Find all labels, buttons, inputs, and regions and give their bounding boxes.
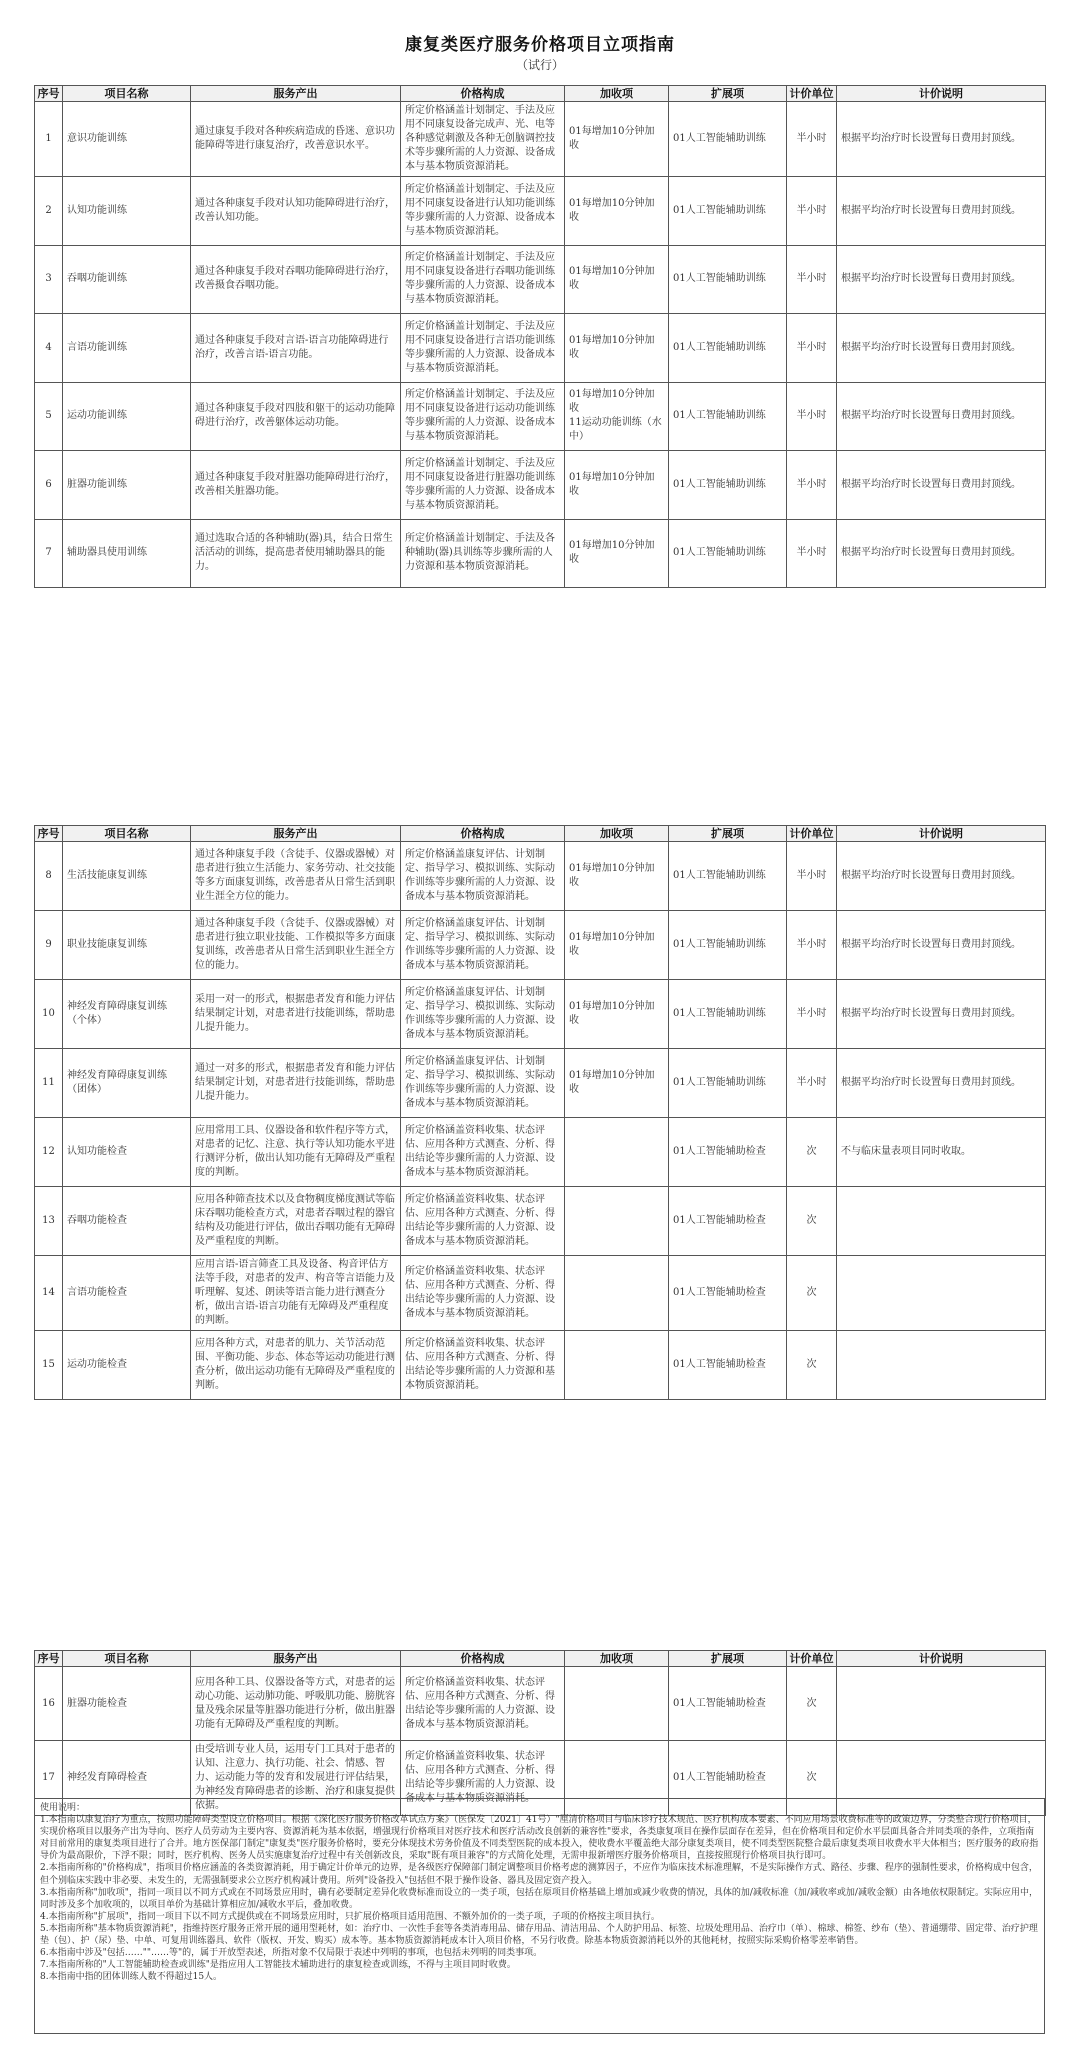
cell-extension: 01人工智能辅助训练 [669, 382, 787, 451]
usage-note-item: 5.本指南所称"基本物质资源消耗"，指维持医疗服务正常开展的通用型耗材，如：治疗巾、一次性手套等各类消毒用品、储存用品、清洁用品、个人防护用品、标签、垃圾处理用品、治疗巾（单）、棉球、棉签、纱布（垫）、普通绷带、固定带、治疗护理垫（包）、护（尿）垫、中单、可复用训练器具、软件（版权、开发、购买）成本等。基本物质资源消耗成本计入项目价格，不另行收费。除基本物质资源消耗以外的其他耗材，按照实际采购价格零差率销售。 [40, 1923, 1038, 1947]
cell-addon [565, 1187, 669, 1256]
cell-addon: 01每增加10分钟加收 [565, 911, 669, 980]
cell-index: 11 [35, 1049, 63, 1118]
cell-name: 言语功能训练 [63, 314, 191, 383]
cell-output: 应用言语-语言筛查工具及设备、构音评估方法等手段，对患者的发声、构音等言语能力及听理解、复述、朗读等语言能力进行测查分析，做出言语-语言功能有无障碍及严重程度的判断。 [191, 1256, 401, 1331]
cell-output: 通过一对多的形式，根据患者发育和能力评估结果制定计划，对患者进行技能训练，帮助患儿提升能力。 [191, 1049, 401, 1118]
cell-index: 5 [35, 382, 63, 451]
table-row [35, 382, 1046, 451]
cell-extension: 01人工智能辅助训练 [669, 980, 787, 1049]
price-table-page-2 [34, 825, 1046, 1400]
usage-note-item: 7.本指南所称的"人工智能辅助检查或训练"是指应用人工智能技术辅助进行的康复检查或训练，不得与主项目同时收费。 [40, 1960, 516, 1971]
column-header-addon: 加收项 [565, 826, 669, 842]
cell-extension: 01人工智能辅助训练 [669, 314, 787, 383]
cell-name: 意识功能训练 [63, 102, 191, 177]
cell-composition: 所定价格涵盖资料收集、状态评估、应用各种方式测查、分析、得出结论等步骤所需的人力资源、设备成本与基本物质资源消耗。 [401, 1741, 565, 1816]
cell-unit: 半小时 [787, 177, 837, 246]
cell-composition: 所定价格涵盖康复评估、计划制定、指导学习、模拟训练、实际动作训练等步骤所需的人力资源、设备成本与基本物质资源消耗。 [401, 980, 565, 1049]
column-header-extension: 扩展项 [669, 1651, 787, 1667]
cell-unit: 半小时 [787, 519, 837, 588]
cell-name: 脏器功能训练 [63, 451, 191, 520]
cell-unit: 次 [787, 1118, 837, 1187]
cell-extension: 01人工智能辅助训练 [669, 1049, 787, 1118]
column-header-unit: 计价单位 [787, 86, 837, 102]
cell-output: 应用各种工具、仪器设备等方式，对患者的运动心功能、运动肺功能、呼吸肌功能、膀胱容量及残余尿量等脏器功能进行分析，做出脏器功能有无障碍及严重程度的判断。 [191, 1667, 401, 1741]
table-row [35, 1118, 1046, 1187]
cell-extension: 01人工智能辅助训练 [669, 842, 787, 911]
cell-unit: 次 [787, 1741, 837, 1816]
table-row [35, 519, 1046, 588]
column-header-extension: 扩展项 [669, 826, 787, 842]
table-header-row [35, 826, 1046, 842]
column-header-output: 服务产出 [191, 1651, 401, 1667]
cell-explanation: 不与临床量表项目同时收取。 [837, 1118, 1046, 1187]
cell-addon: 01每增加10分钟加收 [565, 519, 669, 588]
cell-name: 运动功能检查 [63, 1331, 191, 1400]
cell-addon: 01每增加10分钟加收 [565, 1049, 669, 1118]
table-row [35, 1187, 1046, 1256]
column-header-addon: 加收项 [565, 1651, 669, 1667]
cell-extension: 01人工智能辅助训练 [669, 245, 787, 314]
cell-index: 8 [35, 842, 63, 911]
usage-note-item: 4.本指南所称"扩展项"，指同一项目下以不同方式提供或在不同场景应用时，只扩展价格项目适用范围、不额外加价的一类子项，子项的价格按主项目执行。 [40, 1911, 660, 1922]
cell-output: 应用各种筛查技术以及食物稠度梯度测试等临床吞咽功能检查方式，对患者吞咽过程的器官结构及功能进行评估，做出吞咽功能有无障碍及严重程度的判断。 [191, 1187, 401, 1256]
column-header-explanation: 计价说明 [837, 86, 1046, 102]
cell-composition: 所定价格涵盖计划制定、手法及应用不同康复设备进行认知功能训练等步骤所需的人力资源、设备成本与基本物质资源消耗。 [401, 177, 565, 246]
table-row [35, 451, 1046, 520]
cell-extension: 01人工智能辅助训练 [669, 177, 787, 246]
cell-output: 通过各种康复手段（含徒手、仪器或器械）对患者进行独立职业技能、工作模拟等多方面康复训练，改善患者从日常生活到职业生涯全方位的能力。 [191, 911, 401, 980]
cell-explanation: 根据平均治疗时长设置每日费用封顶线。 [837, 519, 1046, 588]
table-row [35, 1667, 1046, 1741]
cell-explanation: 根据平均治疗时长设置每日费用封顶线。 [837, 451, 1046, 520]
cell-composition: 所定价格涵盖计划制定、手法及应用不同康复设备完成声、光、电等各种感觉刺激及各种无创脑调控技术等步骤所需的人力资源、设备成本与基本物质资源消耗。 [401, 102, 565, 177]
column-header-addon: 加收项 [565, 86, 669, 102]
cell-composition: 所定价格涵盖康复评估、计划制定、指导学习、模拟训练、实际动作训练等步骤所需的人力资源、设备成本与基本物质资源消耗。 [401, 1049, 565, 1118]
cell-index: 13 [35, 1187, 63, 1256]
usage-notes [34, 1798, 1045, 2034]
usage-note-item: 3.本指南所称"加收项"，指同一项目以不同方式或在不同场景应用时，确有必要制定差异化收费标准而设立的一类子项，包括在原项目价格基础上增加或减少收费的情况，具体的加/减收标准（加/减收率或加/减收金额）由各地依权限制定。实际应用中，同时涉及多个加收项的，以项目单价为基础计算相应加/减收水平后，叠加收费。 [40, 1887, 1038, 1910]
cell-addon: 01每增加10分钟加收 [565, 314, 669, 383]
cell-output: 由受培训专业人员，运用专门工具对于患者的认知、注意力、执行功能、社会、情感、智力、运动能力等的发育和发展进行评估结果，为神经发育障碍患者的诊断、治疗和康复提供依据。 [191, 1741, 401, 1816]
column-header-output: 服务产出 [191, 86, 401, 102]
cell-unit: 半小时 [787, 314, 837, 383]
column-header-index: 序号 [35, 1651, 63, 1667]
cell-addon [565, 1118, 669, 1187]
cell-name: 辅助器具使用训练 [63, 519, 191, 588]
usage-note-item: 8.本指南中指的团体训练人数不得超过15人。 [40, 1972, 223, 1983]
cell-addon: 01每增加10分钟加收 [565, 842, 669, 911]
table-row [35, 842, 1046, 911]
cell-explanation [837, 1187, 1046, 1256]
column-header-index: 序号 [35, 826, 63, 842]
cell-output: 采用一对一的形式，根据患者发育和能力评估结果制定计划，对患者进行技能训练，帮助患儿提升能力。 [191, 980, 401, 1049]
cell-output: 通过各种康复手段对言语-语言功能障碍进行治疗，改善言语-语言功能。 [191, 314, 401, 383]
cell-extension: 01人工智能辅助检查 [669, 1331, 787, 1400]
cell-index: 16 [35, 1667, 63, 1741]
cell-unit: 半小时 [787, 842, 837, 911]
column-header-unit: 计价单位 [787, 1651, 837, 1667]
column-header-index: 序号 [35, 86, 63, 102]
cell-explanation [837, 1331, 1046, 1400]
cell-unit: 次 [787, 1187, 837, 1256]
cell-unit: 次 [787, 1667, 837, 1741]
cell-name: 言语功能检查 [63, 1256, 191, 1331]
cell-explanation: 根据平均治疗时长设置每日费用封顶线。 [837, 245, 1046, 314]
cell-extension: 01人工智能辅助检查 [669, 1667, 787, 1741]
cell-name: 职业技能康复训练 [63, 911, 191, 980]
table-row [35, 102, 1046, 177]
cell-output: 应用常用工具、仪器设备和软件程序等方式，对患者的记忆、注意、执行等认知功能水平进行测评分析，做出认知功能有无障碍及严重程度的判断。 [191, 1118, 401, 1187]
cell-output: 应用各种方式，对患者的肌力、关节活动范围、平衡功能、步态、体态等运动功能进行测查分析，做出运动功能有无障碍及严重程度的判断。 [191, 1331, 401, 1400]
cell-extension: 01人工智能辅助训练 [669, 519, 787, 588]
cell-composition: 所定价格涵盖资料收集、状态评估、应用各种方式测查、分析、得出结论等步骤所需的人力资源、设备成本与基本物质资源消耗。 [401, 1667, 565, 1741]
table-row [35, 245, 1046, 314]
cell-index: 15 [35, 1331, 63, 1400]
cell-extension: 01人工智能辅助检查 [669, 1256, 787, 1331]
column-header-composition: 价格构成 [401, 1651, 565, 1667]
cell-name: 吞咽功能检查 [63, 1187, 191, 1256]
table-header-row [35, 1651, 1046, 1667]
cell-index: 3 [35, 245, 63, 314]
cell-extension: 01人工智能辅助训练 [669, 451, 787, 520]
cell-name: 神经发育障碍康复训练（团体） [63, 1049, 191, 1118]
cell-name: 吞咽功能训练 [63, 245, 191, 314]
cell-output: 通过选取合适的各种辅助(器)具，结合日常生活活动的训练，提高患者使用辅助器具的能力。 [191, 519, 401, 588]
column-header-unit: 计价单位 [787, 826, 837, 842]
cell-output: 通过各种康复手段对四肢和躯干的运动功能障碍进行治疗，改善躯体运动功能。 [191, 382, 401, 451]
cell-explanation: 根据平均治疗时长设置每日费用封顶线。 [837, 382, 1046, 451]
cell-addon: 01每增加10分钟加收 [565, 102, 669, 177]
column-header-explanation: 计价说明 [837, 1651, 1046, 1667]
cell-index: 1 [35, 102, 63, 177]
cell-unit: 次 [787, 1331, 837, 1400]
cell-extension: 01人工智能辅助检查 [669, 1741, 787, 1816]
cell-explanation [837, 1256, 1046, 1331]
column-header-composition: 价格构成 [401, 826, 565, 842]
cell-explanation: 根据平均治疗时长设置每日费用封顶线。 [837, 314, 1046, 383]
cell-index: 6 [35, 451, 63, 520]
cell-unit: 半小时 [787, 980, 837, 1049]
cell-output: 通过康复手段对各种疾病造成的昏迷、意识功能障碍等进行康复治疗，改善意识水平。 [191, 102, 401, 177]
cell-explanation: 根据平均治疗时长设置每日费用封顶线。 [837, 842, 1046, 911]
column-header-name: 项目名称 [63, 826, 191, 842]
cell-addon: 01每增加10分钟加收 11运动功能训练（水中） [565, 382, 669, 451]
cell-explanation: 根据平均治疗时长设置每日费用封顶线。 [837, 980, 1046, 1049]
cell-addon [565, 1667, 669, 1741]
cell-addon [565, 1331, 669, 1400]
cell-composition: 所定价格涵盖计划制定、手法及应用不同康复设备进行吞咽功能训练等步骤所需的人力资源、设备成本与基本物质资源消耗。 [401, 245, 565, 314]
cell-name: 脏器功能检查 [63, 1667, 191, 1741]
cell-index: 12 [35, 1118, 63, 1187]
cell-addon [565, 1256, 669, 1331]
table-row [35, 1331, 1046, 1400]
cell-addon: 01每增加10分钟加收 [565, 451, 669, 520]
cell-explanation: 根据平均治疗时长设置每日费用封顶线。 [837, 102, 1046, 177]
table-row [35, 314, 1046, 383]
cell-index: 10 [35, 980, 63, 1049]
usage-note-item: 2.本指南所称的"价格构成"，指项目价格应涵盖的各类资源消耗，用于确定计价单元的边界，是各级医疗保障部门制定调整项目价格考虑的测算因子，不应作为临床技术标准理解，不是实际操作方式、路径、步骤、程序的强制性要求，价格构成中包含，但个别临床实践中非必要、未发生的，无需强制要求公立医疗机构减计费用。所列"设备投入"包括但不限于操作设备、器具及固定资产投入。 [40, 1863, 1038, 1886]
cell-index: 4 [35, 314, 63, 383]
cell-unit: 次 [787, 1256, 837, 1331]
cell-name: 神经发育障碍康复训练（个体） [63, 980, 191, 1049]
cell-unit: 半小时 [787, 911, 837, 980]
cell-output: 通过各种康复手段对认知功能障碍进行治疗，改善认知功能。 [191, 177, 401, 246]
cell-explanation [837, 1667, 1046, 1741]
cell-composition: 所定价格涵盖资料收集、状态评估、应用各种方式测查、分析、得出结论等步骤所需的人力资源、设备成本与基本物质资源消耗。 [401, 1187, 565, 1256]
cell-composition: 所定价格涵盖康复评估、计划制定、指导学习、模拟训练、实际动作训练等步骤所需的人力资源、设备成本与基本物质资源消耗。 [401, 911, 565, 980]
cell-composition: 所定价格涵盖计划制定、手法及应用不同康复设备进行脏器功能训练等步骤所需的人力资源、设备成本与基本物质资源消耗。 [401, 451, 565, 520]
cell-output: 通过各种康复手段（含徒手、仪器或器械）对患者进行独立生活能力、家务劳动、社交技能等多方面康复训练，改善患者从日常生活到职业生涯全方位的能力。 [191, 842, 401, 911]
usage-notes-heading: 使用说明： [40, 1803, 86, 1813]
column-header-composition: 价格构成 [401, 86, 565, 102]
cell-index: 7 [35, 519, 63, 588]
cell-name: 神经发育障碍检查 [63, 1741, 191, 1816]
table-row [35, 1256, 1046, 1331]
table-row [35, 911, 1046, 980]
cell-unit: 半小时 [787, 1049, 837, 1118]
usage-note-item: 6.本指南中涉及"包括……""……等"的，属于开放型表述，所指对象不仅局限于表述中列明的事项，也包括未列明的同类事项。 [40, 1948, 543, 1959]
cell-unit: 半小时 [787, 382, 837, 451]
cell-explanation: 根据平均治疗时长设置每日费用封顶线。 [837, 1049, 1046, 1118]
column-header-output: 服务产出 [191, 826, 401, 842]
table-row [35, 177, 1046, 246]
usage-note-item: 1.本指南以康复治疗为重点，按照功能障碍类型设立价格项目。根据《深化医疗服务价格改革试点方案》（医保发〔2021〕41号）"厘清价格项目与临床诊疗技术规范、医疗机构成本要素、不同应用场景收费标准等的政策边界，分类整合现行价格项目，实现价格项目以服务产出为导向、医疗人员劳动为主要内容、资源消耗为基本依据，增强现行价格项目对医疗技术和医疗活动改良创新的兼容性"要求，各类康复项目在操作层面存在差异，但在价格项目和定价水平层面具备合并同类项的条件，立项指南对目前常用的康复类项目进行了合并。地方医保部门制定"康复类"医疗服务价格时，要充分体现技术劳务价值及不同类型医院的成本投入，使收费水平覆盖绝大部分康复类项目，使不同类型医院整合最后康复类项目收费水平大体相当；医疗服务的政府指导价为最高限价，下浮不限；同时，医疗机构、医务人员实施康复治疗过程中有关创新改良，采取"既有项目兼容"的方式简化处理，无需申报新增医疗服务价格项目，直接按照现行价格项目执行即可。 [40, 1815, 1039, 1862]
cell-composition: 所定价格涵盖资料收集、状态评估、应用各种方式测查、分析、得出结论等步骤所需的人力资源、设备成本与基本物质资源消耗。 [401, 1118, 565, 1187]
column-header-explanation: 计价说明 [837, 826, 1046, 842]
cell-composition: 所定价格涵盖康复评估、计划制定、指导学习、模拟训练、实际动作训练等步骤所需的人力资源、设备成本与基本物质资源消耗。 [401, 842, 565, 911]
price-table-page-1 [34, 85, 1046, 588]
usage-notes-list [40, 1814, 1039, 1983]
table-header-row [35, 86, 1046, 102]
cell-unit: 半小时 [787, 102, 837, 177]
cell-composition: 所定价格涵盖计划制定、手法及各种辅助(器)具训练等步骤所需的人力资源和基本物质资源消耗。 [401, 519, 565, 588]
cell-extension: 01人工智能辅助检查 [669, 1118, 787, 1187]
cell-output: 通过各种康复手段对吞咽功能障碍进行治疗，改善摄食吞咽功能。 [191, 245, 401, 314]
cell-addon: 01每增加10分钟加收 [565, 245, 669, 314]
cell-composition: 所定价格涵盖资料收集、状态评估、应用各种方式测查、分析、得出结论等步骤所需的人力资源和基本物质资源消耗。 [401, 1331, 565, 1400]
cell-extension: 01人工智能辅助检查 [669, 1187, 787, 1256]
cell-composition: 所定价格涵盖计划制定、手法及应用不同康复设备进行运动功能训练等步骤所需的人力资源、设备成本与基本物质资源消耗。 [401, 382, 565, 451]
price-table-page-3 [34, 1650, 1046, 1816]
cell-unit: 半小时 [787, 245, 837, 314]
cell-name: 认知功能检查 [63, 1118, 191, 1187]
cell-composition: 所定价格涵盖计划制定、手法及应用不同康复设备进行言语功能训练等步骤所需的人力资源、设备成本与基本物质资源消耗。 [401, 314, 565, 383]
document-title: 康复类医疗服务价格项目立项指南 [405, 35, 675, 55]
cell-index: 14 [35, 1256, 63, 1331]
cell-explanation: 根据平均治疗时长设置每日费用封顶线。 [837, 177, 1046, 246]
cell-unit: 半小时 [787, 451, 837, 520]
column-header-extension: 扩展项 [669, 86, 787, 102]
document-subtitle: （试行） [515, 58, 564, 72]
cell-extension: 01人工智能辅助训练 [669, 102, 787, 177]
column-header-name: 项目名称 [63, 86, 191, 102]
cell-index: 17 [35, 1741, 63, 1816]
column-header-name: 项目名称 [63, 1651, 191, 1667]
cell-index: 2 [35, 177, 63, 246]
table-row [35, 1049, 1046, 1118]
cell-extension: 01人工智能辅助训练 [669, 911, 787, 980]
cell-name: 运动功能训练 [63, 382, 191, 451]
cell-name: 生活技能康复训练 [63, 842, 191, 911]
table-row [35, 980, 1046, 1049]
cell-addon: 01每增加10分钟加收 [565, 177, 669, 246]
cell-index: 9 [35, 911, 63, 980]
cell-explanation: 根据平均治疗时长设置每日费用封顶线。 [837, 911, 1046, 980]
cell-output: 通过各种康复手段对脏器功能障碍进行治疗，改善相关脏器功能。 [191, 451, 401, 520]
cell-addon: 01每增加10分钟加收 [565, 980, 669, 1049]
cell-composition: 所定价格涵盖资料收集、状态评估、应用各种方式测查、分析、得出结论等步骤所需的人力资源、设备成本与基本物质资源消耗。 [401, 1256, 565, 1331]
cell-name: 认知功能训练 [63, 177, 191, 246]
